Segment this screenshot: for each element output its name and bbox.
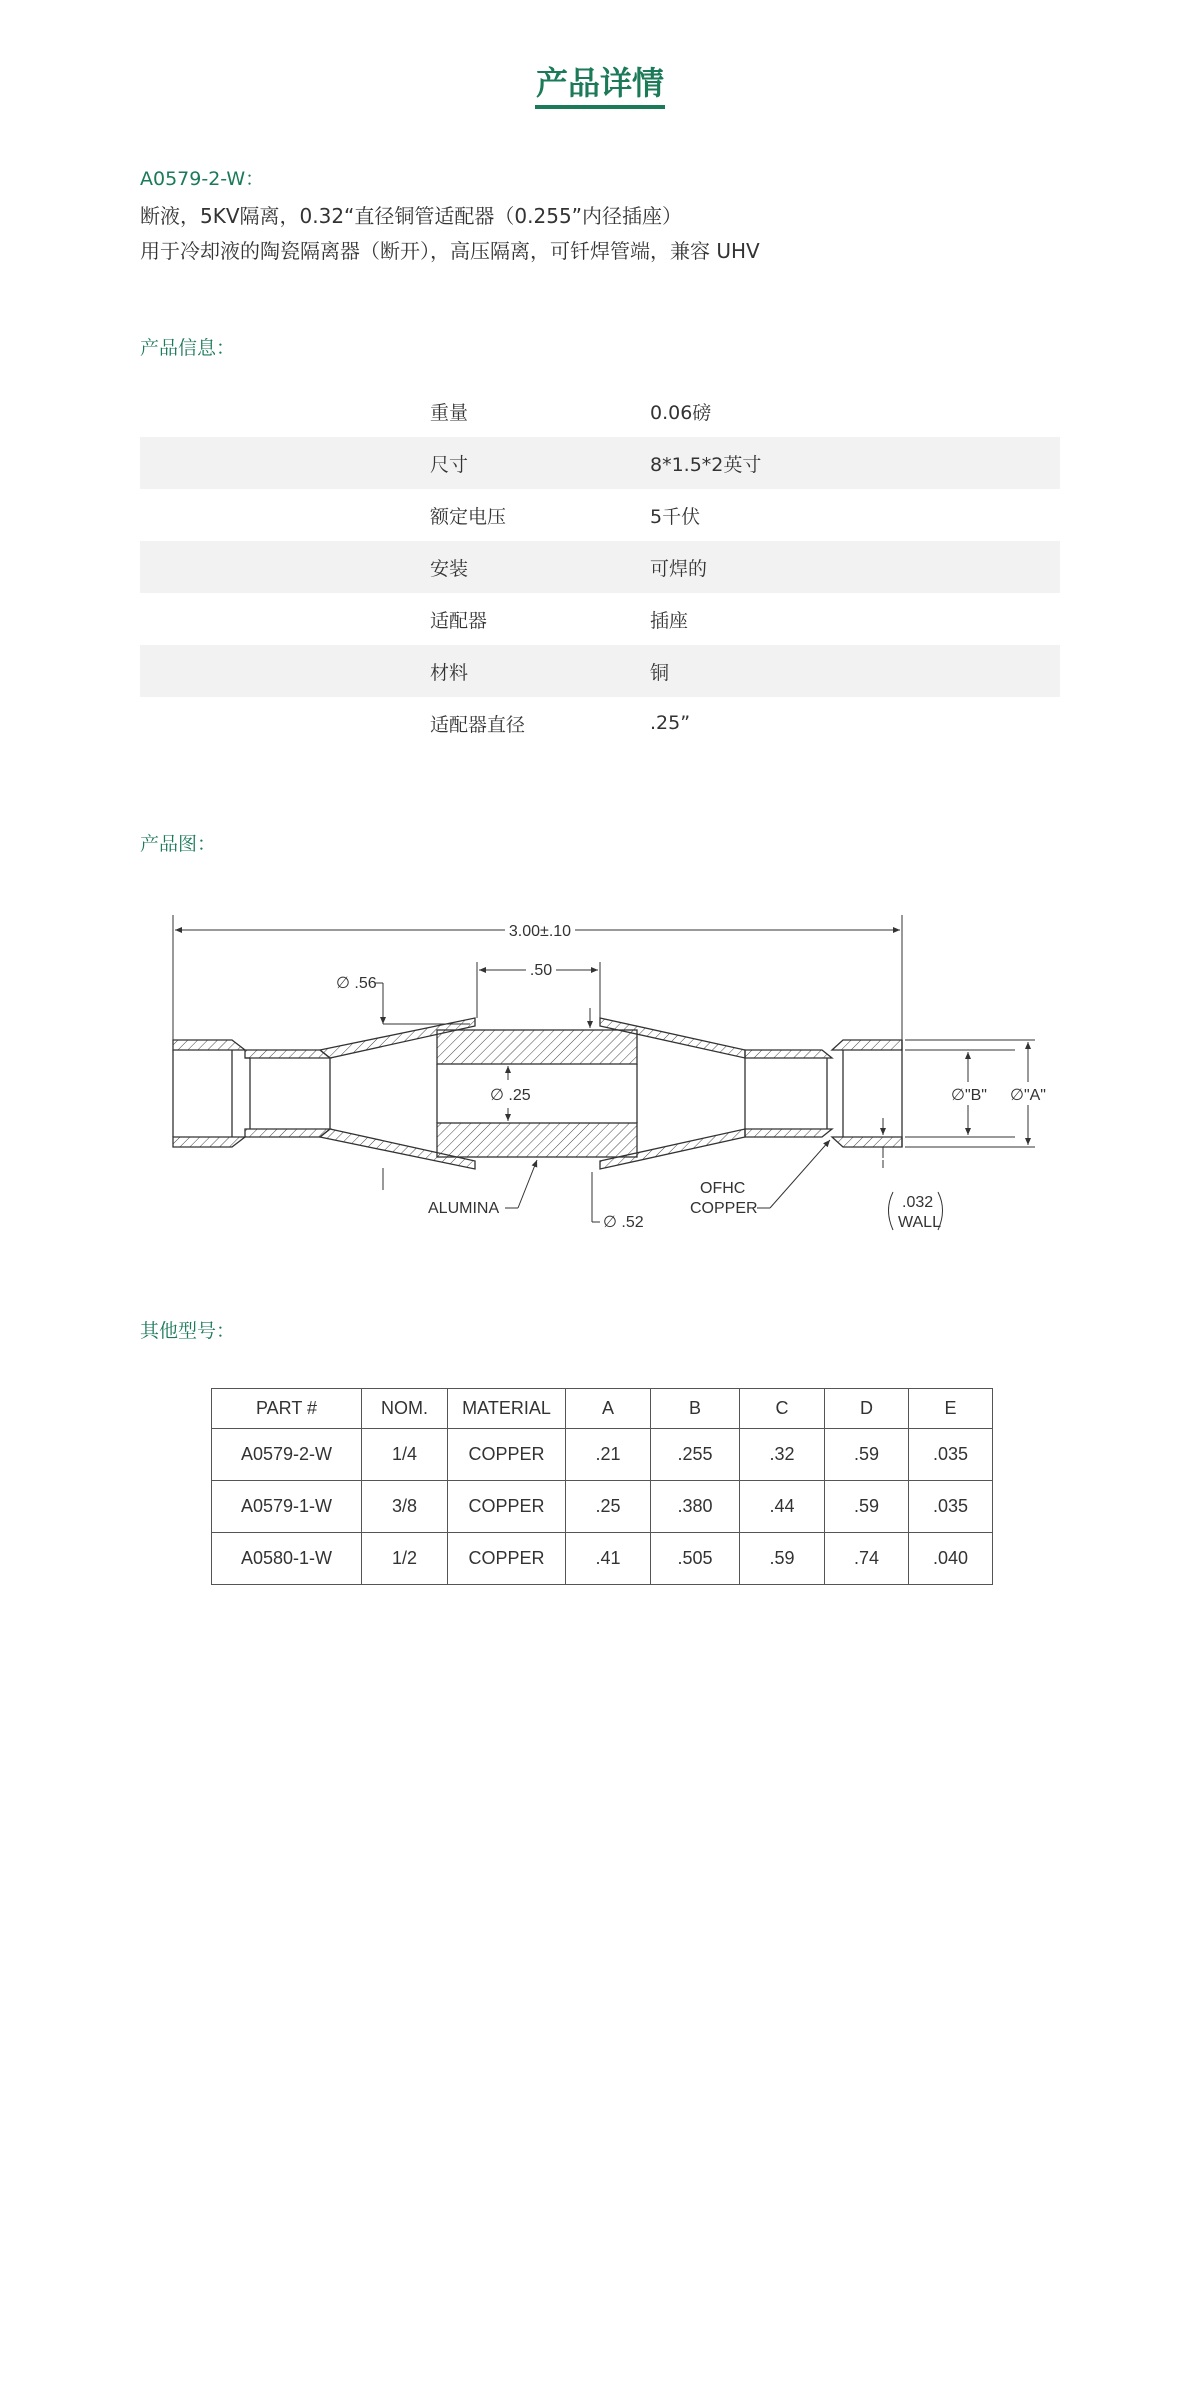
product-drawing xyxy=(160,905,1060,1245)
info-row xyxy=(140,645,1060,697)
table-cell: 1/4 xyxy=(362,1429,448,1481)
table-cell: .74 xyxy=(825,1533,909,1585)
table-row xyxy=(212,1533,993,1585)
table-cell: .32 xyxy=(740,1429,825,1481)
other-models-table xyxy=(211,1388,993,1585)
info-value: 可焊的 xyxy=(650,541,1060,593)
tube-outline xyxy=(173,1018,902,1169)
label-ofhc: OFHC xyxy=(700,1180,746,1197)
table-cell: .25 xyxy=(566,1481,651,1533)
description-line-2: 用于冷却液的陶瓷隔离器（断开），高压隔离，可钎焊管端，兼容 UHV xyxy=(140,239,760,263)
other-models-heading: 其他型号： xyxy=(140,1320,236,1342)
column-header: B xyxy=(651,1389,740,1429)
info-value: 8*1.5*2英寸 xyxy=(650,437,1060,489)
info-row xyxy=(140,489,1060,541)
column-header: E xyxy=(909,1389,993,1429)
drawing-heading: 产品图： xyxy=(140,833,217,855)
page-title: 产品详情 xyxy=(535,64,664,102)
label-center-length: .50 xyxy=(529,962,553,979)
table-cell: COPPER xyxy=(448,1429,566,1481)
label-dia-inner: ∅ .25 xyxy=(490,1087,531,1104)
column-header: A xyxy=(566,1389,651,1429)
table-cell: 3/8 xyxy=(362,1481,448,1533)
table-cell: .59 xyxy=(825,1481,909,1533)
info-key: 额定电压 xyxy=(430,505,507,528)
info-row xyxy=(140,697,1060,749)
table-header-row xyxy=(212,1389,993,1429)
table-cell: COPPER xyxy=(448,1533,566,1585)
column-header: C xyxy=(740,1389,825,1429)
title-underline xyxy=(535,105,665,109)
product-info-heading: 产品信息： xyxy=(140,337,236,359)
info-row xyxy=(140,593,1060,645)
info-row xyxy=(140,437,1060,489)
dimension-lines xyxy=(173,915,1035,1230)
table-cell: .035 xyxy=(909,1429,993,1481)
table-cell: .41 xyxy=(566,1533,651,1585)
table-cell: .21 xyxy=(566,1429,651,1481)
info-row xyxy=(140,385,1060,437)
column-header: D xyxy=(825,1389,909,1429)
info-key: 适配器直径 xyxy=(430,713,526,736)
description-line-1: 断液，5KV隔离，0.32“直径铜管适配器（0.255”内径插座） xyxy=(140,204,683,228)
label-dia-b: ∅"B" xyxy=(951,1087,987,1104)
info-key: 适配器 xyxy=(430,609,488,632)
model-number: A0579-2-W： xyxy=(140,168,265,190)
info-value: .25” xyxy=(650,712,691,734)
info-key: 尺寸 xyxy=(140,437,650,489)
label-copper: COPPER xyxy=(690,1200,758,1217)
column-header: MATERIAL xyxy=(448,1389,566,1429)
table-cell: COPPER xyxy=(448,1481,566,1533)
table-row xyxy=(212,1481,993,1533)
table-cell: .255 xyxy=(651,1429,740,1481)
info-key: 安装 xyxy=(140,541,650,593)
dimension-labels xyxy=(336,923,1046,1231)
table-cell: .505 xyxy=(651,1533,740,1585)
table-cell: .59 xyxy=(825,1429,909,1481)
label-wall: WALL xyxy=(898,1214,941,1231)
table-cell: 1/2 xyxy=(362,1533,448,1585)
label-wall-value: .032 xyxy=(902,1194,934,1211)
table-cell: .380 xyxy=(651,1481,740,1533)
product-info-table xyxy=(140,385,1060,749)
info-value: 5千伏 xyxy=(650,505,701,528)
table-cell: .040 xyxy=(909,1533,993,1585)
column-header: PART # xyxy=(212,1389,362,1429)
table-cell: .035 xyxy=(909,1481,993,1533)
label-overall-length: 3.00±.10 xyxy=(508,923,572,940)
table-cell: A0579-2-W xyxy=(212,1429,362,1481)
label-alumina: ALUMINA xyxy=(428,1200,500,1217)
table-cell: .59 xyxy=(740,1533,825,1585)
label-dia-a: ∅"A" xyxy=(1010,1087,1046,1104)
table-cell: A0580-1-W xyxy=(212,1533,362,1585)
info-key: 重量 xyxy=(430,401,469,424)
table-cell: .44 xyxy=(740,1481,825,1533)
info-value: 0.06磅 xyxy=(650,401,712,424)
table-cell: A0579-1-W xyxy=(212,1481,362,1533)
info-key: 材料 xyxy=(140,645,650,697)
table-row xyxy=(212,1429,993,1481)
info-row xyxy=(140,541,1060,593)
info-value: 插座 xyxy=(650,609,689,632)
column-header: NOM. xyxy=(362,1389,448,1429)
info-value: 铜 xyxy=(650,645,1060,697)
label-dia-bottom: ∅ .52 xyxy=(603,1214,644,1231)
label-dia-outer: ∅ .56 xyxy=(336,975,377,992)
